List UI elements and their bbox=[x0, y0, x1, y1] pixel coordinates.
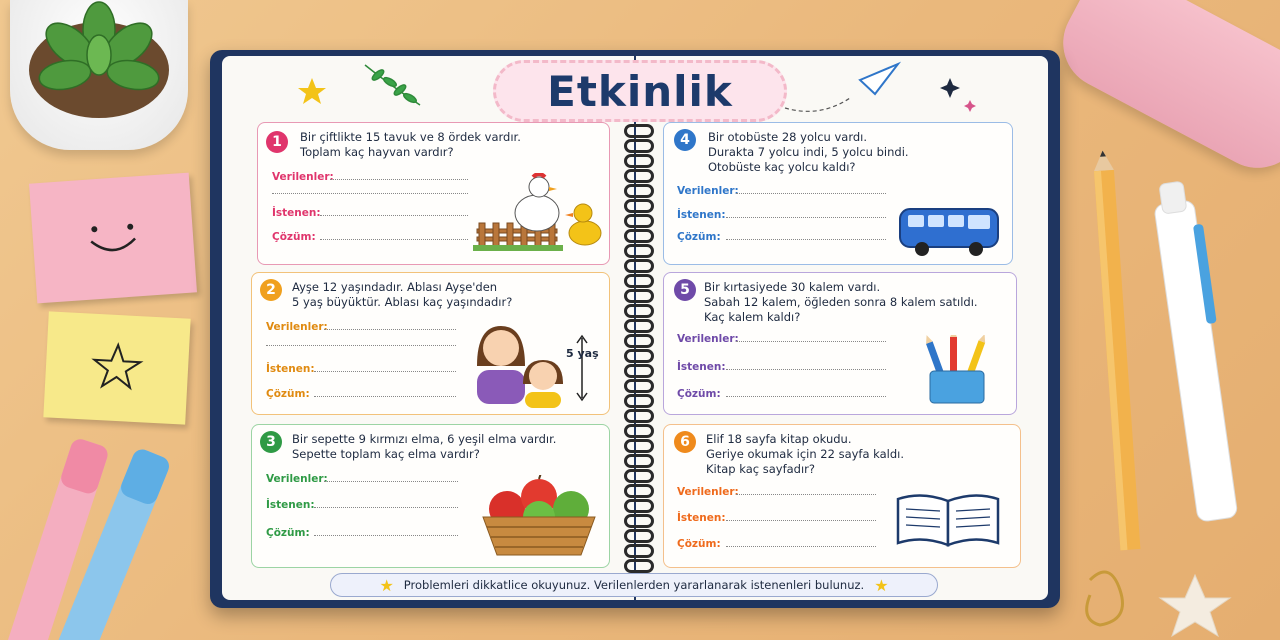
problem-text: Elif 18 sayfa kitap okudu. Geriye okumak için 22 sayfa kaldı. Kitap kaç sayfadır? bbox=[706, 432, 905, 476]
answer-line bbox=[736, 193, 886, 194]
answer-line bbox=[314, 396, 456, 397]
spiral-ring bbox=[624, 409, 654, 423]
spiral-ring bbox=[624, 139, 654, 153]
answer-line bbox=[320, 239, 468, 240]
answer-line bbox=[726, 396, 886, 397]
answer-line bbox=[314, 535, 458, 536]
leaf-sprig-icon bbox=[365, 65, 420, 105]
asked-label: İstenen: bbox=[677, 361, 726, 373]
problem-text: Bir çiftlikte 15 tavuk ve 8 ördek vardır. Toplam kaç hayvan vardır? bbox=[300, 130, 521, 159]
given-label: Verilenler: bbox=[677, 486, 739, 498]
problem-card-4 bbox=[663, 122, 1013, 265]
bus-icon bbox=[898, 205, 1003, 257]
sticky-note-yellow bbox=[43, 311, 190, 424]
instruction-text: Problemleri dikkatlice okuyunuz. Verilenlerden yararlanarak istenenleri bulunuz. bbox=[403, 578, 865, 592]
answer-line bbox=[266, 345, 456, 346]
spiral-ring bbox=[624, 229, 654, 243]
plant-pot bbox=[10, 0, 188, 150]
answer-line bbox=[726, 239, 886, 240]
instruction-bar bbox=[330, 573, 938, 597]
solution-label: Çözüm: bbox=[272, 231, 316, 243]
problem-card-2 bbox=[251, 272, 610, 415]
given-label: Verilenler: bbox=[677, 185, 739, 197]
spiral-ring bbox=[624, 124, 654, 138]
answer-line bbox=[324, 481, 458, 482]
spiral-ring bbox=[624, 334, 654, 348]
given-label: Verilenler: bbox=[266, 473, 328, 485]
solution-label: Çözüm: bbox=[266, 527, 310, 539]
spiral-ring bbox=[624, 439, 654, 453]
age-difference-label: 5 yaş bbox=[566, 347, 599, 360]
answer-line bbox=[320, 215, 468, 216]
answer-line bbox=[330, 179, 468, 180]
problem-text: Bir otobüste 28 yolcu vardı. Durakta 7 yolcu indi, 5 yolcu bindi. Otobüste kaç yolcu kaldı? bbox=[708, 130, 909, 174]
spiral-ring bbox=[624, 514, 654, 528]
answer-line bbox=[736, 494, 876, 495]
smiley-icon bbox=[29, 173, 197, 304]
asked-label: İstenen: bbox=[266, 499, 315, 511]
spiral-ring bbox=[624, 304, 654, 318]
spiral-ring bbox=[624, 349, 654, 363]
answer-line bbox=[726, 369, 886, 370]
problem-card-5 bbox=[663, 272, 1017, 415]
spiral-ring bbox=[624, 364, 654, 378]
open-book-icon bbox=[892, 489, 1004, 549]
spiral-ring bbox=[624, 199, 654, 213]
desk-pens bbox=[1080, 150, 1280, 640]
problem-text: Bir sepette 9 kırmızı elma, 6 yeşil elma vardır. Sepette toplam kaç elma vardır? bbox=[292, 432, 557, 461]
answer-line bbox=[272, 193, 468, 194]
spiral-ring bbox=[624, 214, 654, 228]
answer-line bbox=[726, 217, 886, 218]
star-icon: ★ bbox=[874, 575, 889, 595]
problem-number-badge: 5 bbox=[674, 279, 696, 301]
spiral-ring bbox=[624, 529, 654, 543]
spiral-ring bbox=[624, 559, 654, 573]
spiral-ring bbox=[624, 469, 654, 483]
spiral-ring bbox=[624, 259, 654, 273]
spiral-ring bbox=[624, 379, 654, 393]
spiral-ring bbox=[624, 544, 654, 558]
star-doodle-icon bbox=[298, 78, 326, 104]
problem-card-3 bbox=[251, 424, 610, 568]
problem-card-6 bbox=[663, 424, 1021, 568]
given-label: Verilenler: bbox=[272, 171, 334, 183]
spiral-ring bbox=[624, 484, 654, 498]
sparkle-icon-small bbox=[964, 100, 976, 112]
chicken-duck-icon bbox=[473, 173, 608, 253]
paper-plane-icon bbox=[785, 64, 898, 111]
page-title: Etkinlik bbox=[547, 66, 733, 116]
spiral-ring bbox=[624, 184, 654, 198]
given-label: Verilenler: bbox=[266, 321, 328, 333]
answer-line bbox=[324, 329, 456, 330]
spiral-ring bbox=[624, 394, 654, 408]
apple-basket-icon bbox=[477, 475, 602, 557]
solution-label: Çözüm: bbox=[266, 388, 310, 400]
spiral-ring bbox=[624, 289, 654, 303]
problem-number-badge: 3 bbox=[260, 431, 282, 453]
problem-text: Bir kırtasiyede 30 kalem vardı. Sabah 12 kalem, öğleden sonra 8 kalem satıldı. Kaç kalem kaldı? bbox=[704, 280, 978, 324]
problem-number-badge: 2 bbox=[260, 279, 282, 301]
answer-line bbox=[314, 371, 456, 372]
asked-label: İstenen: bbox=[677, 209, 726, 221]
spiral-ring bbox=[624, 424, 654, 438]
sparkle-icon bbox=[940, 78, 960, 98]
solution-label: Çözüm: bbox=[677, 538, 721, 550]
problem-number-badge: 4 bbox=[674, 129, 696, 151]
problem-text: Ayşe 12 yaşındadır. Ablası Ayşe'den 5 yaş büyüktür. Ablası kaç yaşındadır? bbox=[292, 280, 513, 309]
spiral-ring bbox=[624, 274, 654, 288]
sisters-icon bbox=[467, 318, 607, 413]
spiral-ring bbox=[624, 499, 654, 513]
solution-label: Çözüm: bbox=[677, 388, 721, 400]
spiral-ring bbox=[624, 319, 654, 333]
star-icon: ★ bbox=[379, 575, 394, 595]
spiral-ring bbox=[624, 154, 654, 168]
spiral-ring bbox=[624, 454, 654, 468]
problem-card-1 bbox=[257, 122, 610, 265]
asked-label: İstenen: bbox=[272, 207, 321, 219]
star-icon bbox=[43, 311, 190, 424]
highlighter-markers bbox=[0, 420, 200, 640]
problem-number-badge: 1 bbox=[266, 131, 288, 153]
problem-number-badge: 6 bbox=[674, 431, 696, 453]
sticky-note-pink bbox=[29, 173, 197, 304]
answer-line bbox=[736, 341, 886, 342]
answer-line bbox=[726, 520, 876, 521]
spiral-ring bbox=[624, 169, 654, 183]
title-banner bbox=[493, 60, 787, 122]
pencil-cup-icon bbox=[926, 335, 991, 407]
spiral-ring bbox=[624, 244, 654, 258]
given-label: Verilenler: bbox=[677, 333, 739, 345]
answer-line bbox=[726, 546, 876, 547]
answer-line bbox=[314, 507, 458, 508]
asked-label: İstenen: bbox=[266, 363, 315, 375]
succulent-icon bbox=[10, 0, 188, 150]
asked-label: İstenen: bbox=[677, 512, 726, 524]
solution-label: Çözüm: bbox=[677, 231, 721, 243]
